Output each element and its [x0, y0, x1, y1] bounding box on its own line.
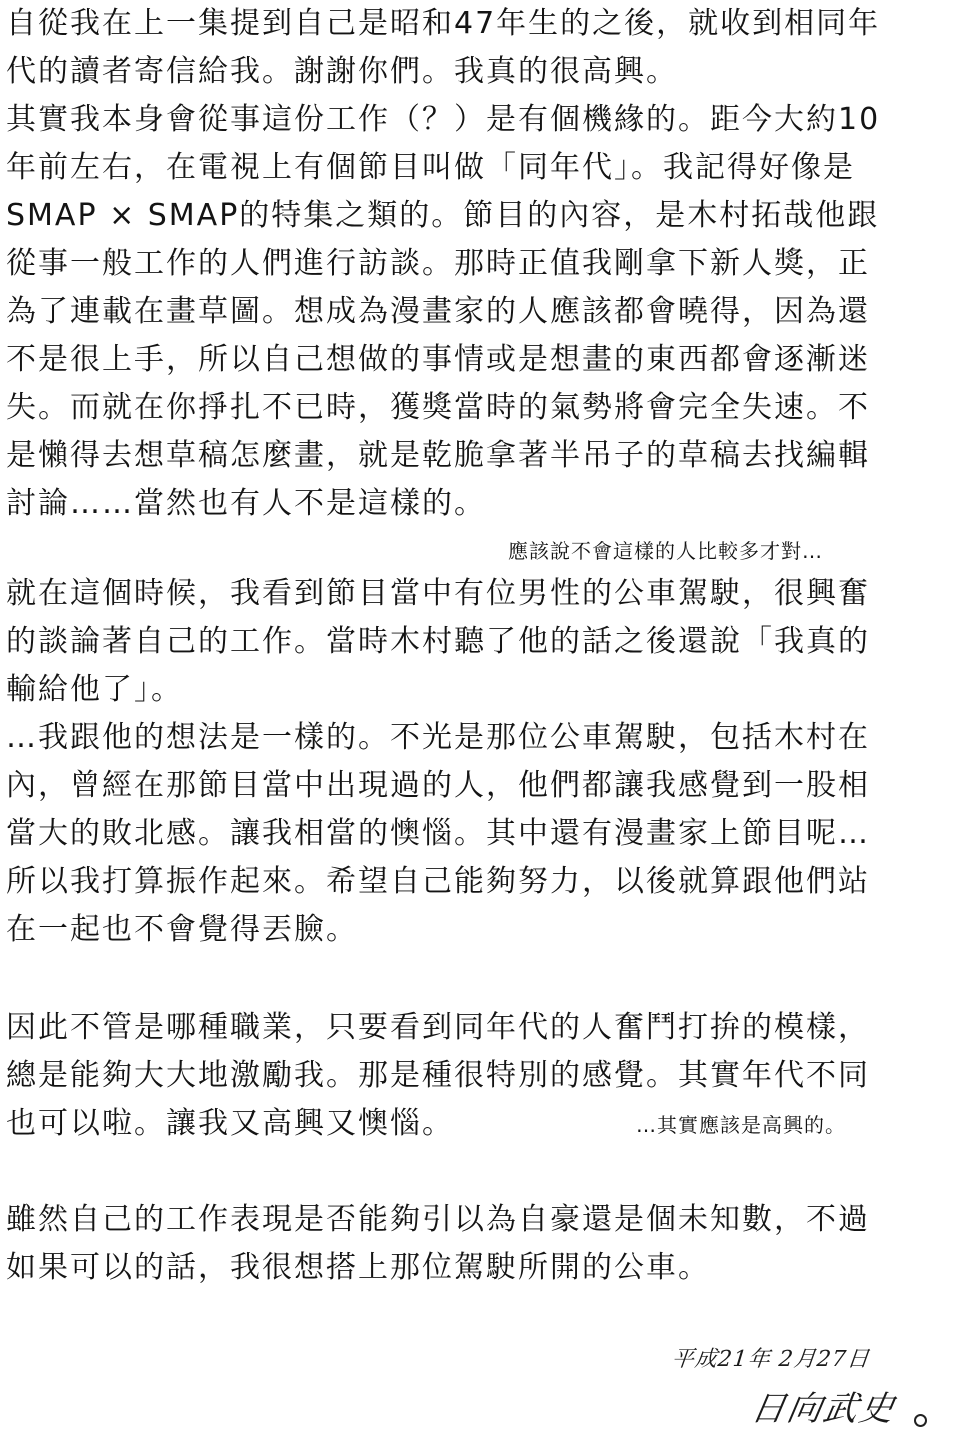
letter-line: 也可以啦。讓我又高興又懊惱。: [6, 1106, 454, 1141]
letter-line: 不是很上手，所以自己想做的事情或是想畫的東西都會逐漸迷: [6, 342, 870, 377]
letter-line: 如果可以的話，我很想搭上那位駕駛所開的公車。: [6, 1250, 710, 1285]
letter-line: 的談論著自己的工作。當時木村聽了他的話之後還說「我真的: [6, 624, 870, 659]
letter-line: 內，曾經在那節目當中出現過的人，他們都讓我感覺到一股相: [6, 768, 870, 803]
letter-line: 總是能夠大大地激勵我。那是種很特別的感覺。其實年代不同: [6, 1058, 870, 1093]
letter-line: 輸給他了」。: [6, 672, 183, 707]
letter-line: SMAP × SMAP的特集之類的。節目的內容，是木村拓哉他跟: [6, 198, 880, 233]
letter-line: 年前左右，在電視上有個節目叫做「同年代」。我記得好像是: [6, 150, 855, 185]
letter-line: 因此不管是哪種職業，只要看到同年代的人奮鬥打拚的模樣，: [6, 1010, 870, 1045]
letter-line: 為了連載在畫草圖。想成為漫畫家的人應該都會曉得，因為還: [6, 294, 870, 329]
side-note: 應該說不會這樣的人比較多才對…: [508, 539, 823, 563]
letter-line: 在一起也不會覺得丟臉。: [6, 912, 358, 947]
letter-line: 當大的敗北感。讓我相當的懊惱。其中還有漫畫家上節目呢…: [6, 816, 870, 851]
letter-line: 就在這個時候，我看到節目當中有位男性的公車駕駛，很興奮: [6, 576, 870, 611]
side-note: …其實應該是高興的。: [636, 1113, 846, 1137]
letter-line: 是懶得去想草稿怎麼畫，就是乾脆拿著半吊子的草稿去找編輯: [6, 438, 870, 473]
letter-line: 討論……當然也有人不是這樣的。: [6, 486, 486, 521]
letter-line: 從事一般工作的人們進行訪談。那時正值我剛拿下新人獎，正: [6, 246, 870, 281]
letter-line: 雖然自己的工作表現是否能夠引以為自豪還是個未知數，不過: [6, 1202, 870, 1237]
letter-line: 所以我打算振作起來。希望自己能夠努力，以後就算跟他們站: [6, 864, 870, 899]
letter-line: 失。而就在你掙扎不已時，獲獎當時的氣勢將會完全失速。不: [6, 390, 870, 425]
letter-line: 自從我在上一集提到自己是昭和47年生的之後，就收到相同年: [6, 6, 881, 41]
handwritten-signature: 日向武史: [747, 1389, 899, 1429]
letter-line: 其實我本身會從事這份工作（？）是有個機緣的。距今大約10: [6, 102, 881, 137]
letter-line: …我跟他的想法是一樣的。不光是那位公車駕駛，包括木村在: [6, 720, 870, 755]
signature-mark: [914, 1414, 927, 1427]
handwritten-date: 平成21年 2月27日: [670, 1347, 872, 1372]
letter-line: 代的讀者寄信給我。謝謝你們。我真的很高興。: [6, 54, 678, 89]
